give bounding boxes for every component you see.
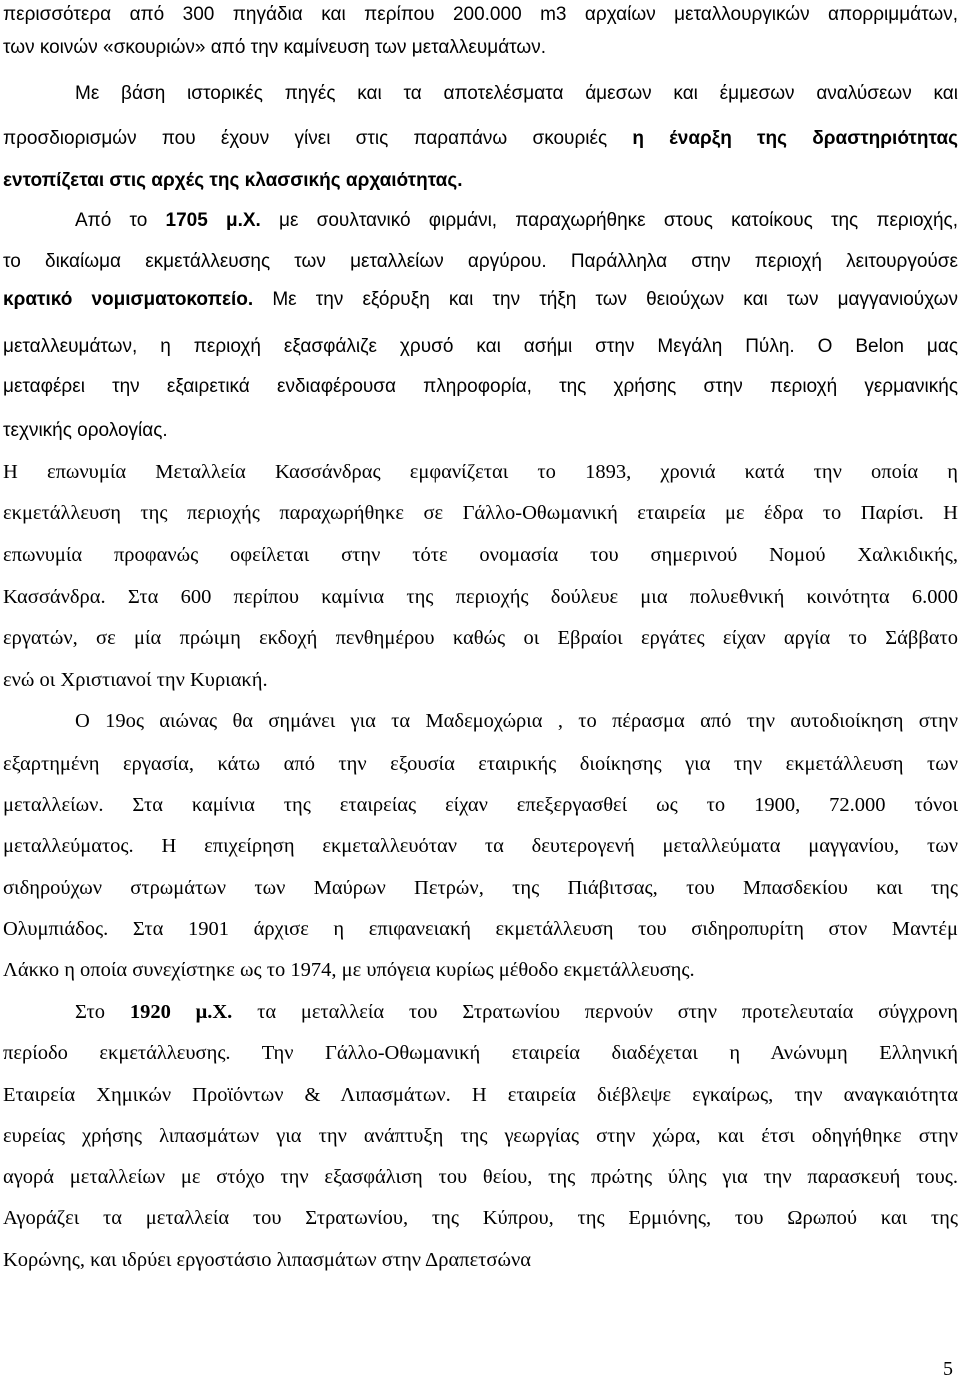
text-segment: εργατών, σε μία πρώιμη εκδοχή πενθημέρου καθώς οι Εβραίοι εργάτες είχαν αργία το Σάββατο [3, 627, 958, 649]
text-line [3, 1038, 958, 1068]
text-segment: αγορά μεταλλείων με στόχο την εξασφάλιση του θείου, της πρώτης ύλης για την παρασκευή τους. [3, 1166, 958, 1188]
text-segment: Με την εξόρυξη και την τήξη των θειούχων και των μαγγανιούχων [253, 289, 958, 310]
text-line [3, 831, 958, 861]
text-line [3, 332, 958, 362]
text-line [3, 914, 958, 944]
text-segment: των κοινών «σκουριών» από την καμίνευση των μεταλλευμάτων. [3, 37, 547, 58]
bold-text-segment: εντοπίζεται στις αρχές της κλασσικής αρχαιότητας. [3, 170, 463, 191]
text-segment: Αγοράζει τα μεταλλεία του Στρατωνίου, της Κύπρου, της Ερμιόνης, του Ωρωπού και της [3, 1207, 958, 1229]
text-line [3, 498, 958, 528]
text-segment: μεταφέρει την εξαιρετικά ενδιαφέρουσα πληροφορία, της χρήσης στην περιοχή γερμανικής [3, 376, 958, 397]
text-line [3, 997, 958, 1027]
text-line [3, 285, 958, 315]
text-line [3, 1080, 958, 1110]
text-line [3, 1245, 958, 1275]
text-segment: εξαρτημένη εργασία, κάτω από την εξουσία εταιρικής διοίκησης για την εκμετάλλευση των [3, 753, 958, 775]
text-line [3, 790, 958, 820]
text-segment: μεταλλευμάτων, η περιοχή εξασφάλιζε χρυσό και ασήμι στην Μεγάλη Πύλη. Ο Belon μας [3, 336, 958, 357]
text-segment: προσδιορισμών που έχουν γίνει στις παραπάνω σκουριές [3, 128, 633, 149]
text-segment: Με βάση ιστορικές πηγές και τα αποτελέσματα άμεσων και έμμεσων αναλύσεων και [75, 83, 958, 104]
text-line [3, 372, 958, 402]
text-segment: εκμετάλλευση της περιοχής παραχωρήθηκε σε Γάλλο-Οθωμανική εταιρεία με έδρα το Παρίσι. Η [3, 502, 958, 524]
text-segment: μεταλλεύματος. Η επιχείρηση εκμεταλλευόταν τα δευτερογενή μεταλλεύματα μαγγανίου, των [3, 835, 958, 857]
text-line [3, 206, 958, 236]
text-segment: Από το [75, 210, 166, 231]
text-line [3, 623, 958, 653]
text-segment: Στο [75, 1001, 130, 1023]
text-line [3, 1203, 958, 1233]
text-segment: Εταιρεία Χημικών Προϊόντων & Λιπασμάτων. Η εταιρεία διέβλεψε εγκαίρως, την αναγκαιότητα [3, 1084, 958, 1106]
text-line [3, 873, 958, 903]
bold-text-segment: 1705 μ.Χ. [165, 210, 261, 231]
text-segment: Λάκκο η οποία συνεχίστηκε ως το 1974, με υπόγεια κυρίως μέθοδο εκμετάλλευσης. [3, 959, 695, 981]
text-line [3, 706, 958, 736]
text-line [3, 124, 958, 154]
text-segment: Ο 19ος αιώνας θα σημάνει για τα Μαδεμοχώρια , το πέρασμα από την αυτοδιοίκηση στην [75, 710, 958, 732]
text-segment: Η επωνυμία Μεταλλεία Κασσάνδρας εμφανίζεται το 1893, χρονιά κατά την οποία η [3, 461, 958, 483]
text-segment: περίοδο εκμετάλλευσης. Την Γάλλο-Οθωμανική εταιρεία διαδέχεται η Ανώνυμη Ελληνική [3, 1042, 958, 1064]
text-line [3, 247, 958, 277]
text-segment: με σουλτανικό φιρμάνι, παραχωρήθηκε στους κατοίκους της περιοχής, [260, 210, 958, 231]
bold-text-segment: 1920 μ.Χ. [129, 1001, 233, 1023]
text-line [3, 416, 958, 446]
text-line [3, 540, 958, 570]
text-line [3, 166, 958, 196]
text-segment: μεταλλείων. Στα καμίνια της εταιρείας είχαν επεξεργασθεί ως το 1900, 72.000 τόνοι [3, 794, 958, 816]
text-segment: το δικαίωμα εκμετάλλευσης των μεταλλείων αργύρου. Παράλληλα στην περιοχή λειτουργούσε [3, 251, 958, 272]
text-line [3, 749, 958, 779]
bold-text-segment: κρατικό νομισματοκοπείο. [3, 289, 254, 310]
text-segment: ενώ οι Χριστιανοί την Κυριακή. [3, 669, 268, 691]
text-segment: τεχνικής ορολογίας. [3, 420, 168, 441]
bold-text-segment: η έναρξη της δραστηριότητας [632, 128, 958, 149]
page-number: 5 [943, 1358, 953, 1380]
text-line [3, 33, 958, 63]
text-line [3, 1162, 958, 1192]
text-segment: ευρείας χρήσης λιπασμάτων για την ανάπτυξη της γεωργίας στην χώρα, και έτσι οδηγήθηκε στην [3, 1125, 958, 1147]
text-line [3, 79, 958, 109]
text-line [3, 582, 958, 612]
text-segment: περισσότερα από 300 πηγάδια και περίπου 200.000 m3 αρχαίων μεταλλουργικών απορριμμάτων, [3, 4, 958, 25]
text-segment: σιδηρούχων στρωμάτων των Μαύρων Πετρών, της Πιάβιτσας, του Μπασδεκίου και της [3, 877, 958, 899]
text-segment: Κορώνης, και ιδρύει εργοστάσιο λιπασμάτων στην Δραπετσώνα [3, 1249, 531, 1271]
text-segment: Κασσάνδρα. Στα 600 περίπου καμίνια της περιοχής δούλευε μια πολυεθνική κοινότητα 6.000 [3, 586, 958, 608]
text-segment: επωνυμία προφανώς οφείλεται στην τότε ονομασία του σημερινού Νομού Χαλκιδικής, [3, 544, 958, 566]
text-line [3, 0, 958, 30]
text-line [3, 1121, 958, 1151]
text-segment: τα μεταλλεία του Στρατωνίου περνούν στην προτελευταία σύγχρονη [232, 1001, 958, 1023]
text-line [3, 665, 958, 695]
text-line [3, 457, 958, 487]
text-segment: Ολυμπιάδος. Στα 1901 άρχισε η επιφανειακή εκμετάλλευση του σιδηροπυρίτη στον Μαντέμ [3, 918, 958, 940]
text-line [3, 955, 958, 985]
